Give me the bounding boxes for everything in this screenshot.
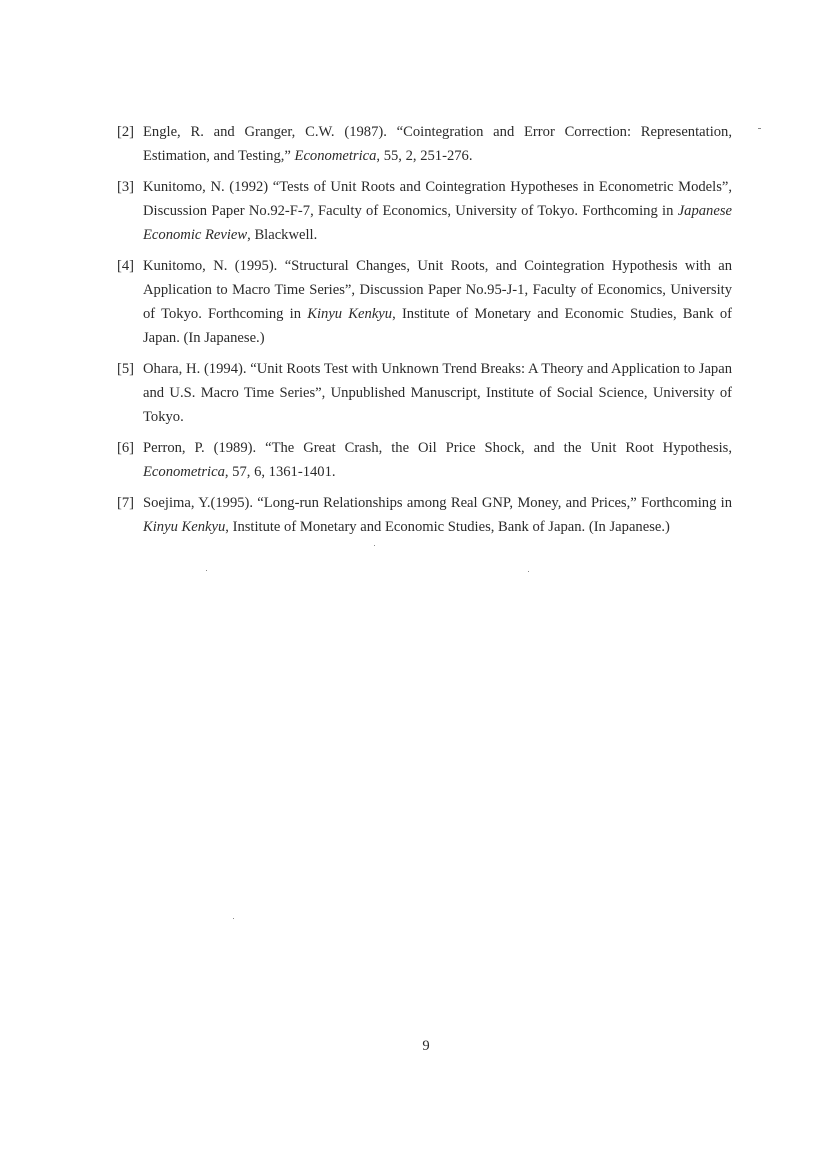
scan-speck <box>528 571 529 572</box>
scan-speck <box>758 128 761 129</box>
reference-label: [3] <box>117 179 135 195</box>
reference-text: Ohara, H. (1994). “Unit Roots Test with Unknown Trend Breaks: A Theory and Application to Japan and U.S. Macro Time Series”, Unpublished Manuscript, Institute of Social Science, University of Tokyo. <box>143 361 732 425</box>
reference-list <box>117 120 732 546</box>
reference-label: [5] <box>117 361 135 377</box>
reference-text: Kunitomo, N. (1992) “Tests of Unit Roots and Cointegration Hypotheses in Econometric Models”, Discussion Paper No.92-F-7, Faculty of Economics, University of Tokyo. Forthcoming in Japanese Economic Review, Blackwell. <box>143 179 732 243</box>
reference-text: Perron, P. (1989). “The Great Crash, the Oil Price Shock, and the Unit Root Hypothesis, Econometrica, 57, 6, 1361-1401. <box>143 440 732 480</box>
reference-label: [6] <box>117 440 135 456</box>
reference-2 <box>117 120 732 168</box>
reference-label: [2] <box>117 124 135 140</box>
scan-speck <box>233 918 234 919</box>
scan-speck <box>206 570 207 571</box>
reference-7 <box>117 491 732 539</box>
reference-6 <box>117 436 732 484</box>
page-number: 9 <box>422 1038 430 1054</box>
reference-4 <box>117 254 732 350</box>
reference-text: Engle, R. and Granger, C.W. (1987). “Cointegration and Error Correction: Representation, Estimation, and Testing,” Econometrica, 55, 2, 251-276. <box>143 124 732 164</box>
reference-5 <box>117 357 732 429</box>
scan-speck <box>374 545 375 546</box>
reference-text: Soejima, Y.(1995). “Long-run Relationships among Real GNP, Money, and Prices,” Forthcoming in Kinyu Kenkyu, Institute of Monetary and Economic Studies, Bank of Japan. (In Japanese.) <box>143 495 732 535</box>
reference-label: [7] <box>117 495 135 511</box>
reference-text: Kunitomo, N. (1995). “Structural Changes, Unit Roots, and Cointegration Hypothesis with an Application to Macro Time Series”, Discussion Paper No.95-J-1, Faculty of Economics, University of Tokyo. Forthcoming in Kinyu Kenkyu, Institute of Monetary and Economic Studies, Bank of Japan. (In Japanese.) <box>143 258 732 346</box>
reference-3 <box>117 175 732 247</box>
reference-label: [4] <box>117 258 135 274</box>
